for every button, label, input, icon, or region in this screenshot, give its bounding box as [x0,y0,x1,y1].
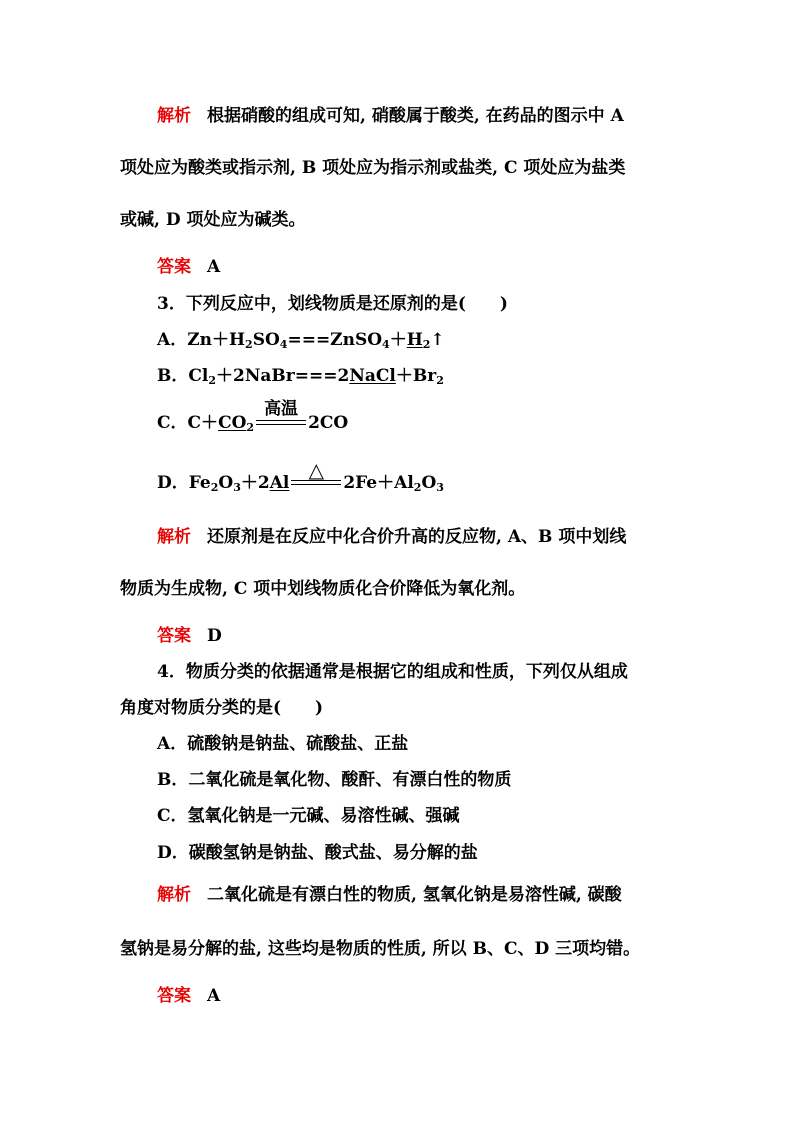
question-stem: 3．下列反应中，划线物质是还原剂的是( ) [157,294,508,314]
answer-line [157,986,220,1006]
answer-line [157,626,222,646]
answer-value: D [207,626,222,646]
answer-tag: 答案 [157,626,191,646]
analysis-line: 物质为生成物, C 项中划线物质化合价降低为氧化剂。 [120,579,526,599]
analysis-tag: 解析 [157,885,191,905]
option-c: C．氢氧化钠是一元碱、易溶性碱、强碱 [157,806,460,826]
answer-tag: 答案 [157,986,191,1006]
option-c: C．$C+CO_2$ 高温 2CO [157,399,349,434]
answer-line [157,257,220,277]
underlined-substance: $H_2$ [406,330,431,351]
underlined-substance: NaCl [349,366,396,386]
heat-triangle-icon: △ [308,458,325,482]
option-a: A．$Zn+H_2SO_4===ZnSO_4+H_2↑$ [157,330,445,351]
reaction-condition [291,458,341,488]
analysis-tag: 解析 [157,527,191,547]
condition-high-temp: 高温 [264,399,299,419]
answer-value: A [207,257,221,277]
analysis-tag: 解析 [157,106,191,126]
answer-tag: 答案 [157,257,191,277]
underlined-substance: Al [269,473,290,493]
gas-arrow: ↑ [430,330,445,350]
analysis-line: 项处应为酸类或指示剂, B 项处应为指示剂或盐类, C 项处应为盐类 [120,158,626,178]
equals-bars [291,480,341,485]
underlined-substance: $CO_2$ [218,413,255,434]
option-a: A．硫酸钠是钠盐、硫酸盐、正盐 [157,734,409,754]
analysis-line: 氢钠是易分解的盐, 这些均是物质的性质, 所以 B、C、D 三项均错。 [120,939,641,959]
option-d: D．碳酸氢钠是钠盐、酸式盐、易分解的盐 [157,843,478,863]
option-b: B．二氧化硫是氧化物、酸酐、有漂白性的物质 [157,770,512,790]
reaction-condition [256,399,306,428]
analysis-line: 解析 还原剂是在反应中化合价升高的反应物, A、B 项中划线 [157,527,627,547]
question-stem: 角度对物质分类的是( ) [120,698,324,718]
answer-value: A [207,986,221,1006]
option-d: D．$Fe_2O_3+2Al$ △ $2Fe+Al_2O_3$ [157,458,444,494]
option-b: B．$Cl_2+2NaBr===2NaCl+Br_2$ [157,366,444,387]
analysis-line: 解析 二氧化硫是有漂白性的物质, 氢氧化钠是易溶性碱, 碳酸 [157,885,622,905]
analysis-line: 或碱, D 项处应为碱类。 [120,210,306,230]
question-stem: 4．物质分类的依据通常是根据它的组成和性质，下列仅从组成 [157,662,628,682]
analysis-line: 解析 根据硝酸的组成可知, 硝酸属于酸类, 在药品的图示中 A [157,106,624,126]
equals-bars [256,420,306,425]
